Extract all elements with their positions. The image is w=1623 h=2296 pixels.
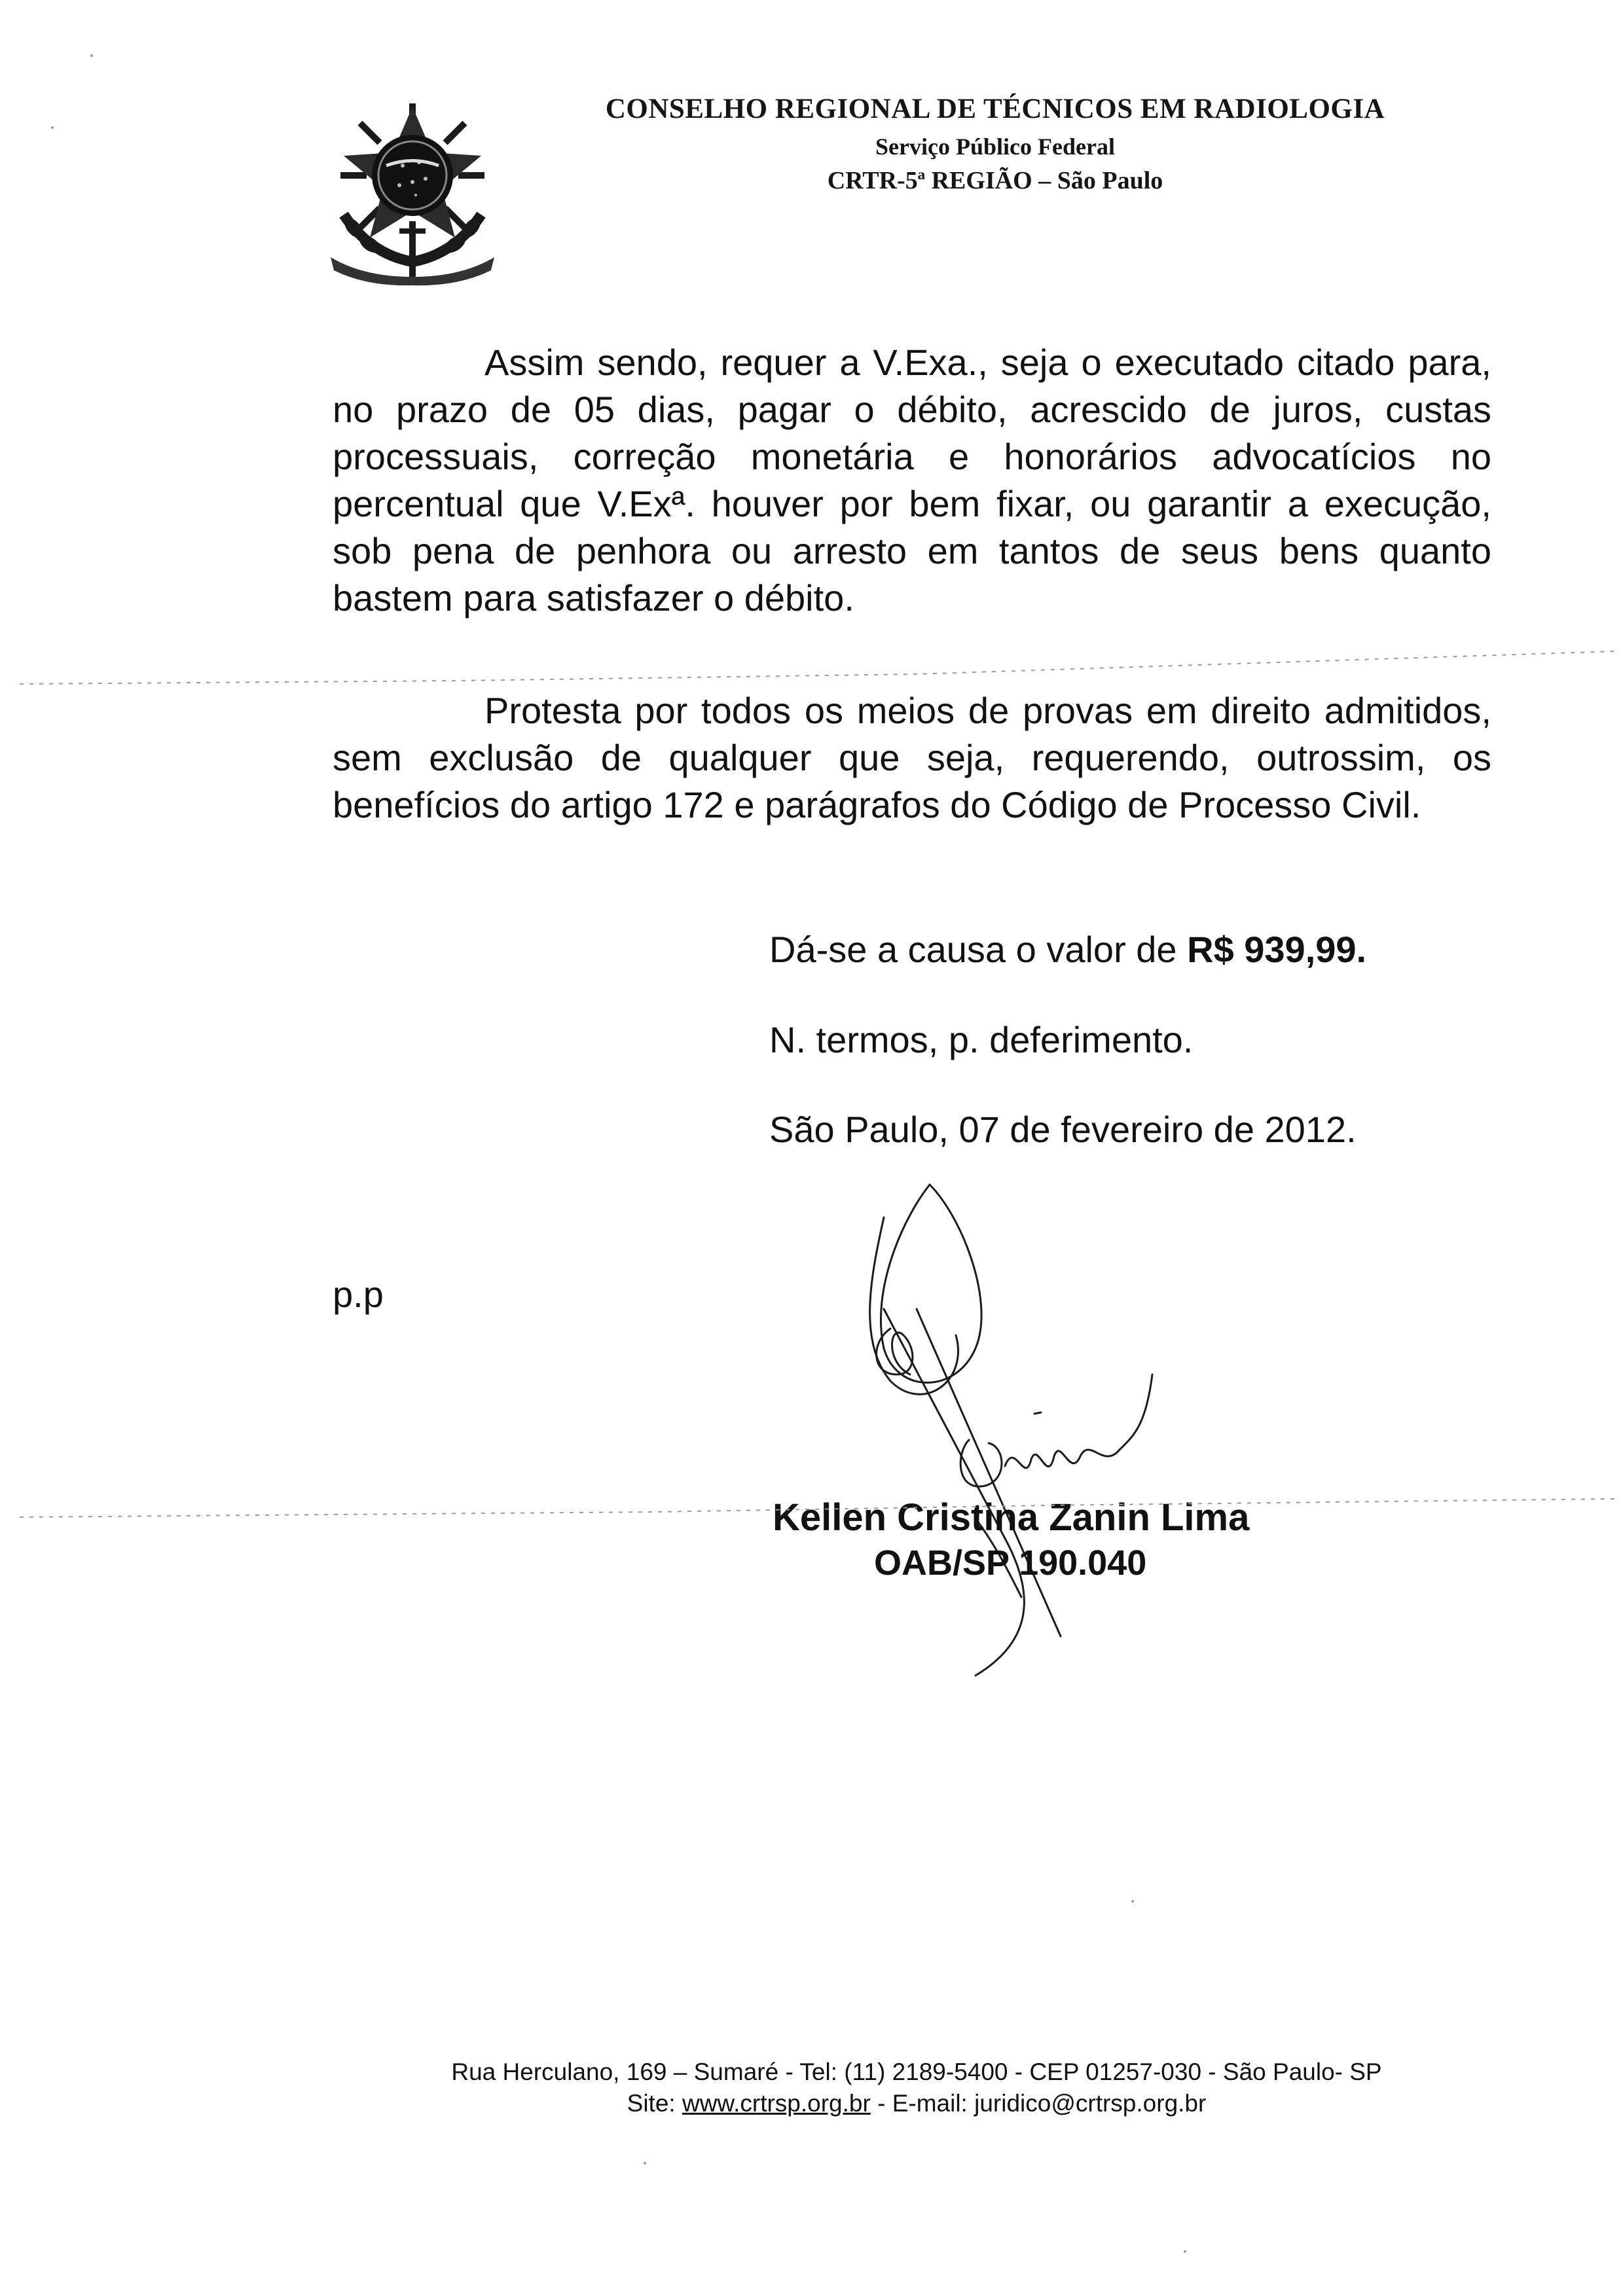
per-procurationem: p.p: [333, 1274, 384, 1315]
footer-email-label: - E-mail:: [870, 2090, 975, 2117]
brazil-coat-of-arms-icon: [324, 90, 501, 287]
service-subtitle: Serviço Público Federal: [875, 134, 1115, 160]
claim-value-amount: R$ 939,99.: [1187, 929, 1367, 970]
paragraph-request: Assim sendo, requer a V.Exa., seja o executado citado para, no prazo de 05 dias, pagar o débito, acrescido de juros, custas processuais, correção monetária e honorários advocatícios no percentual que V.Exª. houver por bem fixar, ou garantir a execução, sob pena de penhora ou arresto em tantos de seus bens quanto bastem para satisfazer o débito.: [333, 342, 1491, 619]
footer-site-label: Site:: [627, 2090, 682, 2117]
handwritten-signature: [845, 1178, 1277, 1689]
footer-email[interactable]: juridico@crtrsp.org.br: [974, 2090, 1207, 2117]
organization-name: CONSELHO REGIONAL DE TÉCNICOS EM RADIOLOGIA: [605, 94, 1385, 124]
signatory-oab: OAB/SP 190.040: [874, 1543, 1147, 1583]
footer-contact: [367, 2090, 1467, 2117]
signatory-name: Kellen Cristina Zanin Lima: [773, 1496, 1250, 1539]
claim-value-line: [769, 926, 1366, 973]
place-and-date: São Paulo, 07 de fevereiro de 2012.: [769, 1109, 1357, 1150]
footer-address: Rua Herculano, 169 – Sumaré - Tel: (11) 2189-5400 - CEP 01257-030 - São Paulo- SP: [451, 2058, 1382, 2085]
paragraph-protest: Protesta por todos os meios de provas em direito admitidos, sem exclusão de qualquer que seja, requerendo, outrossim, os benefícios do artigo 172 e parágrafos do Código de Processo Civil.: [333, 690, 1491, 825]
region-subtitle: CRTR-5ª REGIÃO – São Paulo: [827, 167, 1163, 194]
closing-formula: N. termos, p. deferimento.: [769, 1019, 1194, 1060]
claim-value-label: Dá-se a causa o valor de: [769, 929, 1188, 970]
footer-site-link[interactable]: www.crtrsp.org.br: [682, 2090, 871, 2117]
